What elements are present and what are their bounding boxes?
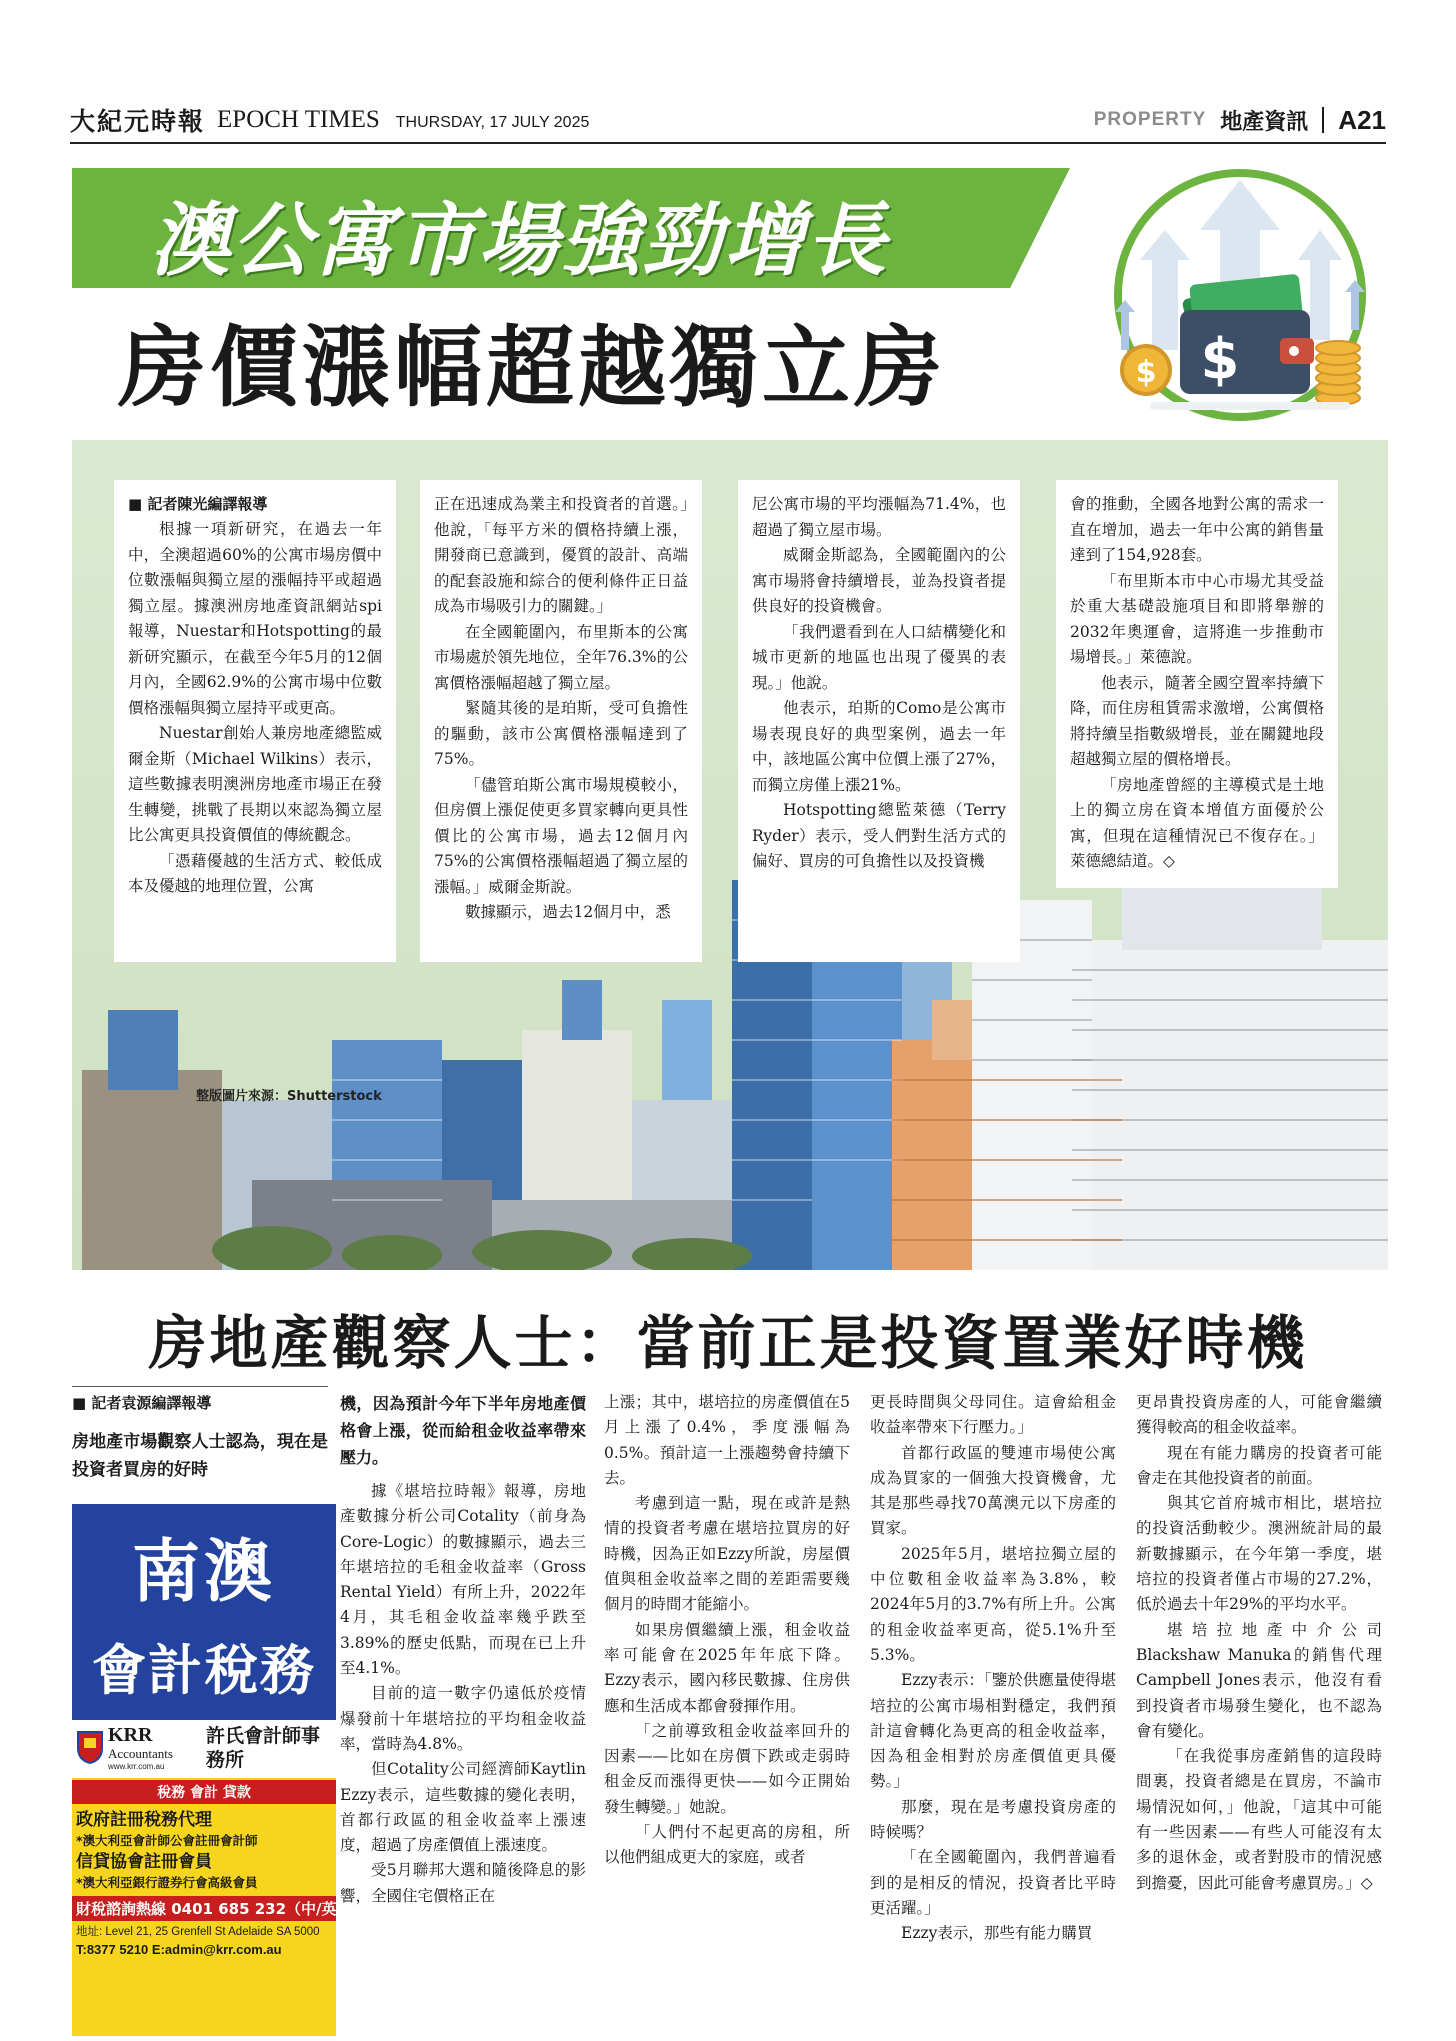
article2-column-4 bbox=[1136, 1390, 1382, 1896]
article1-column-2 bbox=[420, 480, 702, 962]
brand-logo-cn: 大紀元時報 bbox=[70, 107, 206, 136]
article2-paragraph: 2025年5月，堪培拉獨立屋的中位數租金收益率為3.8%，較2024年5月的3.7%有所上升。公寓的租金收益率更高，從5.1%升至5.3%。 bbox=[870, 1544, 1116, 1664]
article2-paragraph: 與其它首府城市相比，堪培拉的投資活動較少。澳洲統計局的最新數據顯示，在今年第一季度，堪培拉的投資者僅占市場的27.2%，低於過去十年29%的平均水平。 bbox=[1136, 1494, 1382, 1614]
article1-paragraph: 數據顯示，過去12個月中，悉 bbox=[465, 903, 671, 921]
ad-credential: 政府註冊稅務代理 bbox=[76, 1810, 212, 1830]
article2-paragraph: Ezzy表示：「鑒於供應量使得堪培拉的公寓市場相對穩定，我們預計這會轉化為更高的租金收益率，因為租金相對於房產價值更具優勢。」 bbox=[870, 1671, 1116, 1791]
ad-firm-name: 許氏會計師事務所 bbox=[206, 1725, 321, 1771]
masthead bbox=[70, 100, 1386, 140]
article2-paragraph: 首都行政區的雙連市場使公寓成為買家的一個強大投資機會，尤其是那些尋找70萬澳元以下房產的買家。 bbox=[870, 1443, 1116, 1538]
article1-paragraph: 「房地產曾經的主導模式是土地上的獨立房在資本增值方面優於公寓，但現在這種情況已不復存在。」萊德總結道。◇ bbox=[1070, 775, 1324, 870]
article2-paragraph: 更昂貴投資房產的人，可能會繼續獲得較高的租金收益率。 bbox=[1136, 1393, 1382, 1437]
header-rule bbox=[70, 142, 1386, 144]
section-label bbox=[1094, 105, 1386, 136]
article2-lead: 房地產市場觀察人士認為，現在是投資者買房的好時 bbox=[72, 1432, 328, 1480]
article2-paragraph: 如果房價繼續上漲，租金收益率可能會在2025年年底下降。Ezzy表示，國內移民數據、住房供應和生活成本都會發揮作用。 bbox=[604, 1620, 850, 1715]
ad-contact[interactable]: T:8377 5210 E:admin@krr.com.au bbox=[76, 1942, 282, 1957]
ad-address: 地址: Level 21, 25 Grenfell St Adelaide SA 5000 bbox=[76, 1926, 320, 1938]
article2-paragraph: 上漲；其中，堪培拉的房產價值在5月上漲了0.4%，季度漲幅為0.5%。預計這一上漲趨勢會持續下去。 bbox=[604, 1393, 850, 1487]
ad-firm-row bbox=[72, 1720, 336, 1778]
article2-paragraph: 堪培拉地產中介公司Blackshaw Manuka的銷售代理Campbell Jones表示，他沒有看到投資者市場發生變化，也不認為會有變化。 bbox=[1136, 1620, 1382, 1740]
article2-byline: ■ 記者袁源編譯報導 bbox=[72, 1392, 211, 1413]
article1-paragraph: Nuestar創始人兼房地產總監威爾金斯（Michael Wilkins）表示，這些數據表明澳洲房地產市場正在發生轉變，挑戰了長期以來認為獨立屋比公寓更具投資價值的傳統觀念。 bbox=[128, 724, 382, 844]
article1-paragraph: 正在迅速成為業主和投資者的首選。」他說，「每平方米的價格持續上漲，開發商已意識到，優質的設計、高端的配套設施和綜合的便利條件正日益成為市場吸引力的關鍵。」 bbox=[434, 495, 688, 615]
ad-credential: *澳大利亞銀行證券行會高級會員 bbox=[76, 1875, 258, 1890]
article1-paragraph: 會的推動，全國各地對公寓的需求一直在增加，過去一年中公寓的銷售量達到了154,928套。 bbox=[1070, 495, 1324, 564]
article2-paragraph: 但Cotality公司經濟師Kaytlin Ezzy表示，這些數據的變化表明，首都行政區的租金收益率上漲速度，超過了房產價值上漲速度。 bbox=[340, 1760, 586, 1855]
article2-paragraph: 更長時間與父母同住。這會給租金收益率帶來下行壓力。」 bbox=[870, 1393, 1116, 1437]
article1-paragraph: 「我們還看到在人口結構變化和城市更新的地區也出現了優異的表現。」他說。 bbox=[752, 622, 1006, 692]
article2-paragraph: 據《堪培拉時報》報導，房地產數據分析公司Cotality（前身為Core-Logic）的數據顯示，過去三年堪培拉的毛租金收益率（Gross Rental Yield）有所上升，2022年4月，其毛租金收益率幾乎跌至3.89%的歷史低點，而現在已上升至4.1%。 bbox=[340, 1482, 586, 1678]
article1-paragraph: 「儘管珀斯公寓市場規模較小，但房價上漲促使更多買家轉向更具性價比的公寓市場，過去12個月內75%的公寓價格漲幅超過了獨立屋的漲幅。」威爾金斯說。 bbox=[434, 775, 688, 896]
page-number: A21 bbox=[1338, 104, 1386, 135]
article2-paragraph: 「人們付不起更高的房租，所以他們組成更大的家庭，或者 bbox=[604, 1823, 850, 1867]
article-panel bbox=[72, 440, 1388, 1270]
article1-byline: ■ 記者陳光編譯報導 bbox=[128, 492, 382, 517]
money-growth-icon bbox=[1080, 160, 1380, 430]
accounting-ad[interactable] bbox=[72, 1504, 352, 2036]
article2-column-2 bbox=[604, 1390, 850, 1871]
article2-headline: 房地產觀察人士：當前正是投資置業好時機 bbox=[148, 1309, 1308, 1377]
crest-icon bbox=[76, 1730, 104, 1764]
divider bbox=[1322, 107, 1324, 133]
article1-paragraph: 「布里斯本市中心市場尤其受益於重大基礎設施項目和即將舉辦的2032年奧運會，這將進一步推動市場增長。」萊德說。 bbox=[1070, 571, 1324, 666]
article2-paragraph: 「在全國範圍內，我們普遍看到的是相反的情況，投資者比平時更活躍。」 bbox=[870, 1848, 1116, 1917]
ad-banner bbox=[72, 1504, 336, 1720]
article2-column-1 bbox=[340, 1390, 586, 1909]
article2-subhead: 機，因為預計今年下半年房地產價格會上漲，從而給租金收益率帶來壓力。 bbox=[340, 1394, 586, 1467]
article2-paragraph: 那麼，現在是考慮投資房產的時候嗎？ bbox=[870, 1797, 1116, 1842]
article1-paragraph: 根據一項新研究，在過去一年中，全澳超過60%的公寓市場房價中位數漲幅與獨立屋的漲幅持平或超過獨立屋。據澳洲房地產資訊網站spi報導，Nuestar和Hotspotting的最新研究顯示，在截至今年5月的12個月內，全國62.9%的公寓市場中位數價格漲幅與獨立屋持平或更高。 bbox=[128, 520, 382, 717]
svg-text:$: $ bbox=[1135, 355, 1157, 390]
article1-paragraph: 威爾金斯認為，全國範圍內的公寓市場將會持續增長，並為投資者提供良好的投資機會。 bbox=[752, 546, 1006, 615]
divider bbox=[72, 1386, 328, 1387]
article1-paragraph: 他表示，珀斯的Como是公寓市場表現良好的典型案例，過去一年中，該地區公寓中位價上漲了27%，而獨立房僅上漲21%。 bbox=[752, 699, 1006, 794]
article2-column-3 bbox=[870, 1390, 1116, 1947]
article1-paragraph: Hotspotting總監萊德（Terry Ryder）表示，受人們對生活方式的偏好、買房的可負擔性以及投資機 bbox=[752, 801, 1006, 870]
article1-paragraph: 在全國範圍內，布里斯本的公寓市場處於領先地位，全年76.3%的公寓價格漲幅超越了獨立屋。 bbox=[434, 622, 688, 692]
ad-url: www.krr.com.au bbox=[108, 1762, 165, 1771]
ad-details bbox=[72, 1778, 352, 2036]
ad-title-region: 南澳 bbox=[131, 1533, 276, 1612]
ad-title-service: 會計稅務 bbox=[92, 1639, 316, 1702]
section-cn: 地產資訊 bbox=[1220, 109, 1309, 135]
svg-text:$: $ bbox=[1200, 327, 1240, 392]
article1-paragraph: 緊隨其後的是珀斯，受可負擔性的驅動，該市公寓價格漲幅達到了75%。 bbox=[434, 699, 688, 768]
issue-date: THURSDAY, 17 JULY 2025 bbox=[395, 114, 590, 131]
article2-paragraph: 「在我從事房產銷售的這段時間裏，投資者總是在買房，不論市場情況如何，」他說，「這其中可能有一些因素——有些人可能沒有太多的退休金，或者對股市的情況感到擔憂，因此可能會考慮買房。」◇ bbox=[1136, 1747, 1382, 1892]
headline-secondary: 房價漲幅超越獨立房 bbox=[118, 315, 947, 419]
article1-paragraph: 他表示，隨著全國空置率持續下降，而住房租賃需求激增，公寓價格將持續呈指數級增長，並在關鍵地段超越獨立屋的價格增長。 bbox=[1070, 673, 1324, 768]
brand-logo-en: EPOCH TIMES bbox=[217, 106, 380, 133]
article1-paragraph: 尼公寓市場的平均漲幅為71.4%，也超過了獨立屋市場。 bbox=[752, 495, 1006, 539]
ad-services: 稅務 會計 貸款 bbox=[72, 1780, 336, 1804]
section-en: PROPERTY bbox=[1093, 109, 1207, 130]
article1-column-1 bbox=[114, 480, 396, 962]
article2-paragraph: Ezzy表示，那些有能力購買 bbox=[901, 1924, 1093, 1943]
photo-credit: 整版圖片來源：Shutterstock bbox=[196, 1089, 382, 1104]
article2-paragraph: 現在有能力購房的投資者可能會走在其他投資者的前面。 bbox=[1136, 1443, 1382, 1487]
article1-column-3 bbox=[738, 480, 1020, 962]
article2-paragraph: 「之前導致租金收益率回升的因素——比如在房價下跌或走弱時租金反而漲得更快——如今正開始發生轉變。」她說。 bbox=[604, 1721, 850, 1816]
article1-column-4 bbox=[1056, 480, 1338, 888]
ad-credential: 信貸協會註冊會員 bbox=[76, 1852, 212, 1872]
ad-hotline[interactable]: 財稅諮詢熱線 0401 685 232（中/英） bbox=[72, 1896, 336, 1921]
ad-krr-sub: Accountants bbox=[108, 1746, 173, 1761]
ad-credential: *澳大利亞會計師公會註冊會計師 bbox=[76, 1833, 258, 1848]
ad-krr: KRR bbox=[108, 1724, 153, 1746]
article2-paragraph: 目前的這一數字仍遠低於疫情爆發前十年堪培拉的平均租金收益率，當時為4.8%。 bbox=[340, 1684, 586, 1753]
headline-main: 澳公寓市場強勁增長 bbox=[150, 193, 888, 287]
article2-paragraph: 受5月聯邦大選和隨後降息的影響，全國住宅價格正在 bbox=[340, 1861, 586, 1905]
article2-paragraph: 考慮到這一點，現在或許是熱情的投資者考慮在堪培拉買房的好時機，因為正如Ezzy所說，房屋價值與租金收益率之間的差距需要幾個月的時間才能縮小。 bbox=[604, 1494, 850, 1614]
article1-paragraph: 「憑藉優越的生活方式、較低成本及優越的地理位置，公寓 bbox=[128, 851, 382, 895]
